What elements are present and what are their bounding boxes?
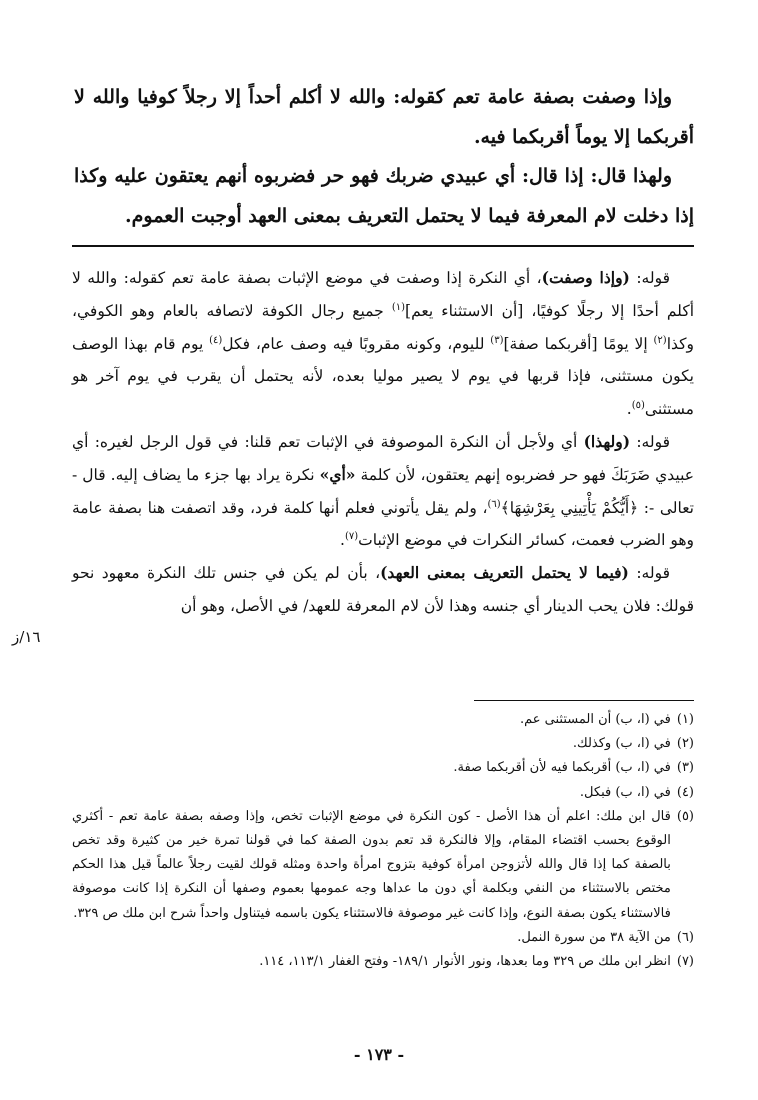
commentary-text: قوله:: [630, 432, 670, 451]
manuscript-folio-marker: ١٦/ز: [12, 628, 41, 646]
commentary-text: جميع رجال الكوفة لاتصافه بالعام وهو الكوفي، وكذا: [72, 301, 694, 353]
commentary-text: قوله:: [628, 564, 670, 583]
main-text-paragraph: وإذا وصفت بصفة عامة تعم كقوله: والله لا أكلم أحداً إلا رجلاً كوفيا والله لا أقربكما إلا يوماً أقربكما فيه.: [74, 86, 694, 148]
commentary: [72, 262, 694, 623]
footnote-reference: (١): [391, 301, 406, 313]
quoted-lemma: (ولهذا): [583, 431, 631, 451]
commentary-text: .: [626, 400, 632, 419]
commentary-text: إلا يومًا [أقربكما صفة]: [503, 334, 654, 353]
footnote: [72, 805, 694, 926]
commentary-text: .: [340, 531, 345, 550]
commentary-text: نكرة يراد بها جزء ما يضاف إليه. قال - تعالى -: ﴿أَيُّكُمْ يَأْتِينِي بِعَرْشِهَا﴾: [72, 465, 694, 517]
commentary-text: أي ولأجل أن النكرة الموصوفة في الإثبات تعم قلنا: في قول الرجل لغيره: أي عبيدي ضَرَبَكَ فهو حر فضربوه إنهم يعتقون، لأن كلمة: [72, 432, 694, 484]
footnote-text: انظر ابن ملك ص ٣٢٩ وما بعدها، ونور الأنوار ١٨٩/١- وفتح الغفار ١١٣/١، ١١٤.: [259, 954, 671, 970]
commentary-text: ، أي النكرة إذا وصفت في موضع الإثبات بصفة عامة تعم كقوله: والله لا أكلم أحدًا إلا رجلًا كوفيًا، [أن الاستثناء يعم]: [72, 269, 694, 320]
footnote: [72, 708, 694, 732]
footnote-reference: (٦): [487, 498, 501, 510]
footnote-number: (٤): [676, 784, 694, 800]
footnote-reference: (٣): [490, 334, 504, 346]
main-text: [74, 78, 694, 236]
footnote-text: من الآية ٣٨ من سورة النمل.: [517, 929, 671, 945]
quoted-lemma: (فيما لا يحتمل التعريف بمعنى العهد): [380, 563, 629, 583]
footnote-number: (٥): [676, 808, 694, 824]
main-text-paragraph: ولهذا قال: إذا قال: أي عبيدي ضربك فهو حر فضربوه أنهم يعتقون عليه وكذا إذا دخلت لام المعرفة فيما لا يحتمل التعريف بمعنى العهد أوجبت العموم.: [74, 165, 694, 227]
footnote-number: (٢): [676, 736, 694, 752]
footnote-text: في (ا، ب) فبكل.: [579, 784, 671, 800]
footnote-text: في (ا، ب) أن المستثنى عم.: [519, 712, 671, 727]
main-text-divider: [72, 245, 694, 247]
commentary-text: يوم قام بهذا الوصف يكون مستثنى، فإذا قربها في يوم لا يصير موليا بعده، لأنه يحتمل أن يقرب في يوم آخر هو مستثنى: [72, 334, 694, 419]
footnote-text: قال ابن ملك: اعلم أن هذا الأصل - كون النكرة في موضع الإثبات تخص، وإذا وصفه بصفة عامة تعم - أكثري الوقوع بحسب اقتضاء المقام، وإلا فالنكرة قد تعم بدون الصفة كما في قولنا تمرة خير من كثيرة وقد تخص بالصفة كما إذا قال والله لأتزوجن امرأة كوفية بتزوج امرأة واحدة ومثله قولك لقيت رجلاً عالماً قيل هذا الحكم مختص بالاستثناء من النفي وبكلمة أي دون ما عداها وجه عمومها بعموم وصفها أن النكرة إذا كانت موصوفة فالاستثناء يكون بصفة النوع، وإذا كانت غير موصوفة فالاستثناء يكون باسمه فيتناول واحداً شرح ابن ملك ص ٣٢٩.: [72, 808, 671, 921]
commentary-paragraph: [72, 426, 694, 557]
quoted-lemma: (وإذا وصفت): [541, 268, 630, 287]
footnote-text: في (ا، ب) أقربكما فيه لأن أقربكما صفة.: [453, 760, 671, 776]
footnote-number: (٧): [676, 954, 694, 970]
footnote: [72, 926, 694, 950]
commentary-paragraph: [72, 557, 694, 623]
footnote-reference: (٤): [209, 334, 223, 346]
commentary-text: ، ولم يقل يأتوني فعلم أنها كلمة فرد، وقد اتصفت هنا بصفة عامة وهو الضرب فعمت، كسائر النكرات في موضع الإثبات: [72, 498, 694, 550]
quoted-lemma: «أي»: [319, 464, 356, 484]
page-number: - ١٧٣ -: [353, 1045, 405, 1064]
footnote-reference: (٢): [653, 334, 667, 346]
footnote-divider: [474, 700, 694, 701]
footnote-number: (١): [676, 712, 694, 727]
commentary-text: قوله:: [629, 269, 670, 287]
footnote-reference: (٥): [631, 400, 645, 412]
footnote: [72, 732, 694, 756]
footnote-reference: (٧): [344, 531, 359, 543]
footnote-number: (٦): [676, 929, 694, 945]
footnote-text: في (ا، ب) وكذلك.: [572, 736, 671, 752]
footnote: [72, 950, 694, 974]
footnote: [72, 756, 694, 780]
commentary-text: لليوم، وكونه مقروبًا فيه وصف عام، فكل: [222, 334, 491, 353]
commentary-paragraph: [72, 262, 694, 426]
footnote: [72, 781, 694, 805]
commentary-text: ، بأن لم يكن في جنس تلك النكرة معهود نحو قولك: فلان يحب الدينار أي جنسه وهذا لأن لام المعرفة للعهد/ في الأصل، وهو أن: [72, 564, 694, 615]
footnote-number: (٣): [676, 760, 694, 776]
footnotes: [72, 708, 694, 974]
